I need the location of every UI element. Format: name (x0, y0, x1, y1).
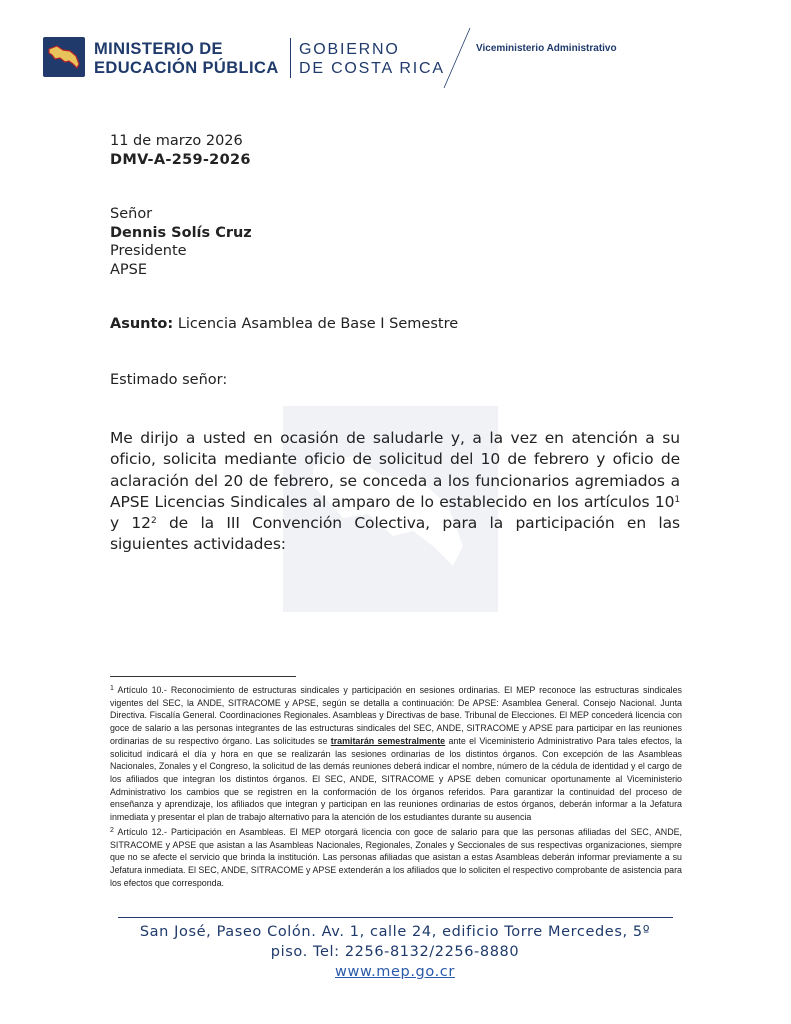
website-link[interactable]: www.mep.go.cr (335, 964, 455, 980)
footnote-1-text-b: ante el Viceministerio Administrativo Para tales efectos, la solicitud indicará el día y hora en que se realizarán las sesiones ordinarias de los distintos órganos. Con excepción de las Asambleas Nacionales, Zonales y el Congreso, la solicitud de las demás reuniones deberá indicar el nombre, número de la cédula de identidad y el cargo de los afiliados que integran los distintos órganos. El SEC, ANDE, SITRACOME y APSE deben comunicar oportunamente al Viceministerio Administrativo los cambios que se registren en la conformación de los órganos referidos. Para garantizar la continuidad del proceso de enseñanza y aprendizaje, los afiliados que integran y participan en las reuniones ordinarias de estos órganos, deberán informar a la Jefatura inmediata y presentar el plan de trabajo alternativo para la atención de los estudiantes durante su ausencia (110, 735, 682, 823)
footnote-2 (110, 826, 682, 890)
footer-rule (118, 917, 673, 918)
footnote-1-number: 1 (110, 685, 114, 692)
main-paragraph-part1: Me dirijo a usted en ocasión de saludarle y, a la vez en atención a su oficio, solicita mediante oficio de solicitud del 10 de febrero y oficio de aclaración del 20 de febrero, se conceda a los funcionarios agremiados a APSE Licencias Sindicales al amparo de lo establecido en los artículos 10 (110, 429, 680, 511)
subject-line (110, 316, 458, 332)
ministry-logo (43, 37, 85, 77)
footnote-ref-1[interactable]: 1 (674, 494, 680, 505)
footnote-1-text-a: Artículo 10.- Reconocimiento de estructuras sindicales y participación en sesiones ordinarias. El MEP reconoce las estructuras sindicales vigentes del SEC, la ANDE, SITRACOME y APSE, según se detalla a continuación: De APSE: Asamblea General. Consejo Nacional. Junta Directiva. Fiscalía General. Coordinaciones Regionales. Asambleas y Directivas de base. Tribunal de Elecciones. El MEP concederá licencia con goce de salario a las personas integrantes de las estructuras sindicales del SEC, ANDE, SITRACOME y APSE para participar en las reuniones ordinarias de su respectivo órgano. Las solicitudes se (110, 685, 682, 746)
recipient-title: Presidente (110, 243, 187, 259)
main-paragraph-part2: y 12 (110, 514, 151, 533)
subject-text: Licencia Asamblea de Base I Semestre (177, 316, 459, 332)
header-slash-divider (440, 26, 474, 90)
footnote-separator (110, 676, 296, 677)
header-divider (290, 38, 291, 78)
ministry-name-line2: EDUCACIÓN PÚBLICA (94, 59, 279, 77)
ministry-name (94, 40, 279, 78)
greeting: Estimado señor: (110, 372, 228, 388)
footnote-2-text: Artículo 12.- Participación en Asambleas. El MEP otorgará licencia con goce de salario para que las personas afiliadas del SEC, ANDE, SITRACOME y APSE que asistan a las Asambleas Nacionales, Regionales, Zonales y Seccionales de sus respectivas organizaciones, siempre que no se afecte el servicio que brinda la institución. Las personas afiliadas que asistan a estas Asambleas deberán informar previamente a su Jefatura inmediata. El SEC, ANDE, SITRACOME y APSE extenderán a los afiliados que lo soliciten el respectivo comprobante de asistencia para los efectos que corresponda. (110, 827, 682, 888)
main-paragraph-part3: de la III Convención Colectiva, para la participación en las siguientes actividades: (110, 514, 680, 554)
footnote-1 (110, 684, 682, 824)
footnote-1-underlined: tramitarán semestralmente (330, 735, 446, 746)
government-name (299, 40, 445, 78)
footnote-2-number: 2 (110, 827, 114, 834)
footer-address-line1: San José, Paseo Colón. Av. 1, calle 24, edificio Torre Mercedes, 5º (139, 924, 651, 940)
recipient-name: Dennis Solís Cruz (110, 225, 252, 241)
recipient-salutation: Señor (110, 206, 153, 222)
government-name-line1: GOBIERNO (299, 41, 400, 58)
subject-label: Asunto: (110, 316, 174, 332)
costa-rica-map-icon (43, 37, 85, 77)
government-name-line2: DE COSTA RICA (299, 60, 445, 77)
main-paragraph (110, 428, 680, 556)
ministry-name-line1: MINISTERIO DE (94, 40, 223, 58)
reference-number: DMV-A-259-2026 (110, 152, 251, 168)
letter-date: 11 de marzo 2026 (110, 133, 243, 149)
recipient-organization: APSE (110, 262, 148, 278)
footer-address-line2: piso. Tel: 2256-8132/2256-8880 (270, 944, 520, 960)
footnote-ref-2[interactable]: 2 (150, 516, 157, 527)
footer (100, 922, 690, 982)
vice-ministry-name: Viceministerio Administrativo (476, 43, 617, 54)
